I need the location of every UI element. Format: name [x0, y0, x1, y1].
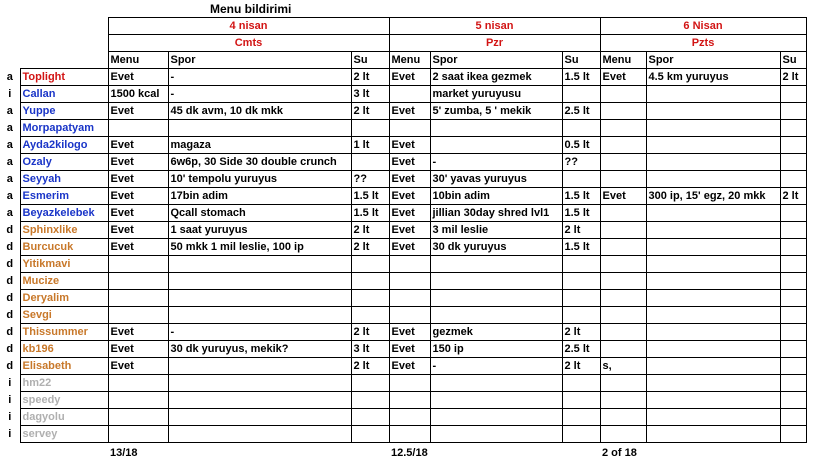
member-name: Thissummer — [20, 324, 108, 341]
cell-day2-spor[interactable] — [430, 392, 562, 409]
cell-day3-spor[interactable] — [646, 341, 780, 358]
cell-day1-su[interactable]: ?? — [351, 171, 389, 188]
cell-day2-su[interactable] — [562, 290, 600, 307]
cell-day1-su[interactable]: 2 lt — [351, 69, 389, 86]
cell-day3-spor[interactable] — [646, 222, 780, 239]
row-status-letter: d — [0, 239, 20, 256]
row-status-letter: i — [0, 409, 20, 426]
cell-day2-spor[interactable] — [430, 273, 562, 290]
cell-day2-menu[interactable] — [389, 307, 430, 324]
cell-day1-spor[interactable] — [168, 307, 351, 324]
cell-day1-su[interactable]: 2 lt — [351, 222, 389, 239]
table-row — [0, 239, 806, 256]
cell-day1-spor[interactable]: Qcall stomach — [168, 205, 351, 222]
date-row — [0, 18, 806, 35]
cell-day2-su[interactable] — [562, 86, 600, 103]
cell-day3-spor[interactable]: 300 ip, 15' egz, 20 mkk — [646, 188, 780, 205]
cell-day1-spor[interactable] — [168, 409, 351, 426]
cell-day1-menu[interactable] — [108, 307, 168, 324]
cell-day3-menu[interactable] — [600, 290, 646, 307]
cell-day2-spor[interactable]: 150 ip — [430, 341, 562, 358]
cell-day2-spor[interactable] — [430, 426, 562, 443]
cell-day1-menu[interactable]: Evet — [108, 171, 168, 188]
cell-day2-spor[interactable]: 30 dk yuruyus — [430, 239, 562, 256]
cell-day2-spor[interactable]: market yuruyusu — [430, 86, 562, 103]
cell-day1-spor[interactable]: - — [168, 86, 351, 103]
row-status-letter: d — [0, 324, 20, 341]
cell-day2-su[interactable] — [562, 409, 600, 426]
cell-day3-su[interactable] — [780, 222, 806, 239]
cell-day3-menu[interactable] — [600, 409, 646, 426]
cell-day1-menu[interactable] — [108, 256, 168, 273]
row-status-letter: d — [0, 222, 20, 239]
cell-day2-spor[interactable] — [430, 290, 562, 307]
cell-day2-menu[interactable]: Evet — [389, 154, 430, 171]
day-1-shift: Cmts — [108, 35, 389, 52]
cell-day1-spor[interactable] — [168, 375, 351, 392]
cell-day2-spor[interactable]: 5' zumba, 5 ' mekik — [430, 103, 562, 120]
cell-day2-spor[interactable]: jillian 30day shred lvl1 — [430, 205, 562, 222]
table-row — [0, 103, 806, 120]
cell-day3-menu[interactable] — [600, 154, 646, 171]
cell-day2-menu[interactable]: Evet — [389, 188, 430, 205]
cell-day3-menu[interactable] — [600, 392, 646, 409]
cell-day3-spor[interactable] — [646, 392, 780, 409]
cell-day2-spor[interactable]: 10bin adim — [430, 188, 562, 205]
member-name: Sphinxlike — [20, 222, 108, 239]
cell-day2-spor[interactable] — [430, 409, 562, 426]
member-name: kb196 — [20, 341, 108, 358]
cell-day1-su[interactable] — [351, 392, 389, 409]
cell-day1-spor[interactable] — [168, 392, 351, 409]
row-status-letter: d — [0, 341, 20, 358]
cell-day2-su[interactable] — [562, 273, 600, 290]
member-name: Morpapatyam — [20, 120, 108, 137]
cell-day2-su[interactable] — [562, 256, 600, 273]
cell-day1-spor[interactable]: 1 saat yuruyus — [168, 222, 351, 239]
table-row — [0, 222, 806, 239]
table-row — [0, 341, 806, 358]
cell-day3-su[interactable] — [780, 256, 806, 273]
row-status-letter: i — [0, 86, 20, 103]
cell-day3-menu[interactable] — [600, 120, 646, 137]
cell-day3-su[interactable] — [780, 409, 806, 426]
cell-day1-su[interactable] — [351, 273, 389, 290]
cell-day3-su[interactable] — [780, 154, 806, 171]
cell-day2-su[interactable]: 1.5 lt — [562, 69, 600, 86]
row-status-letter: d — [0, 307, 20, 324]
cell-day2-spor[interactable]: - — [430, 154, 562, 171]
member-name: Seyyah — [20, 171, 108, 188]
table-row — [0, 426, 806, 443]
cell-day2-menu[interactable]: Evet — [389, 103, 430, 120]
row-status-letter: a — [0, 137, 20, 154]
cell-day2-spor[interactable] — [430, 137, 562, 154]
cell-day1-su[interactable]: 1 lt — [351, 137, 389, 154]
member-name: Sevgi — [20, 307, 108, 324]
cell-day3-su[interactable] — [780, 171, 806, 188]
cell-day1-su[interactable]: 2 lt — [351, 358, 389, 375]
cell-day3-spor[interactable] — [646, 307, 780, 324]
cell-day2-menu[interactable] — [389, 409, 430, 426]
cell-day1-menu[interactable] — [108, 426, 168, 443]
cell-day2-menu[interactable] — [389, 375, 430, 392]
cell-day3-menu[interactable] — [600, 205, 646, 222]
cell-day2-menu[interactable]: Evet — [389, 239, 430, 256]
cell-day3-su[interactable] — [780, 86, 806, 103]
member-name: Yuppe — [20, 103, 108, 120]
cell-day2-menu[interactable] — [389, 426, 430, 443]
cell-day2-su[interactable]: 1.5 lt — [562, 239, 600, 256]
day-3-total: 2 of 18 — [600, 443, 646, 461]
cell-day1-menu[interactable]: Evet — [108, 222, 168, 239]
cell-day2-su[interactable] — [562, 307, 600, 324]
day-2-shift: Pzr — [389, 35, 600, 52]
cell-day1-su[interactable] — [351, 307, 389, 324]
cell-day1-su[interactable] — [351, 290, 389, 307]
table-row — [0, 205, 806, 222]
cell-day1-spor[interactable] — [168, 273, 351, 290]
cell-day3-spor[interactable] — [646, 324, 780, 341]
cell-day1-menu[interactable]: Evet — [108, 205, 168, 222]
table-row — [0, 86, 806, 103]
cell-day3-su[interactable]: 2 lt — [780, 188, 806, 205]
cell-day1-menu[interactable]: Evet — [108, 324, 168, 341]
shift-row — [0, 35, 806, 52]
col-header-menu: Menu — [389, 52, 430, 69]
member-name: Deryalim — [20, 290, 108, 307]
cell-day3-su[interactable]: 2 lt — [780, 69, 806, 86]
col-header-spor: Spor — [646, 52, 780, 69]
cell-day3-menu[interactable] — [600, 324, 646, 341]
col-header-su: Su — [562, 52, 600, 69]
cell-day3-menu[interactable] — [600, 256, 646, 273]
row-status-letter: a — [0, 154, 20, 171]
row-status-letter: i — [0, 375, 20, 392]
member-name: Esmerim — [20, 188, 108, 205]
row-status-letter: a — [0, 120, 20, 137]
cell-day3-su[interactable] — [780, 358, 806, 375]
cell-day3-spor[interactable]: 4.5 km yuruyus — [646, 69, 780, 86]
cell-day3-menu[interactable] — [600, 239, 646, 256]
row-status-letter: a — [0, 69, 20, 86]
col-header-spor: Spor — [168, 52, 351, 69]
cell-day3-spor[interactable] — [646, 273, 780, 290]
col-header-su: Su — [780, 52, 806, 69]
table-row — [0, 375, 806, 392]
cell-day2-menu[interactable]: Evet — [389, 324, 430, 341]
cell-day2-spor[interactable]: 30' yavas yuruyus — [430, 171, 562, 188]
cell-day3-menu[interactable] — [600, 307, 646, 324]
day-1-date: 4 nisan — [108, 18, 389, 35]
cell-day2-su[interactable]: ?? — [562, 154, 600, 171]
cell-day3-spor[interactable] — [646, 137, 780, 154]
cell-day2-spor[interactable]: - — [430, 358, 562, 375]
cell-day2-menu[interactable]: Evet — [389, 205, 430, 222]
cell-day2-menu[interactable]: Evet — [389, 171, 430, 188]
cell-day2-menu[interactable] — [389, 86, 430, 103]
cell-day3-spor[interactable] — [646, 239, 780, 256]
table-row — [0, 307, 806, 324]
cell-day2-su[interactable] — [562, 392, 600, 409]
cell-day3-spor[interactable] — [646, 426, 780, 443]
menu-table — [0, 17, 807, 461]
cell-day1-spor[interactable] — [168, 256, 351, 273]
cell-day1-spor[interactable]: 6w6p, 30 Side 30 double crunch — [168, 154, 351, 171]
cell-day1-menu[interactable]: Evet — [108, 358, 168, 375]
day-3-date: 6 Nisan — [600, 18, 806, 35]
day-1-total: 13/18 — [108, 443, 168, 461]
cell-day1-spor[interactable]: - — [168, 69, 351, 86]
member-name: Beyazkelebek — [20, 205, 108, 222]
cell-day3-menu[interactable]: Evet — [600, 188, 646, 205]
table-row — [0, 324, 806, 341]
cell-day3-su[interactable] — [780, 375, 806, 392]
member-name: speedy — [20, 392, 108, 409]
cell-day2-menu[interactable] — [389, 256, 430, 273]
cell-day2-su[interactable]: 2 lt — [562, 324, 600, 341]
cell-day1-su[interactable]: 3 lt — [351, 86, 389, 103]
sheet-title: Menu bildirimi — [210, 2, 291, 16]
cell-day3-su[interactable] — [780, 273, 806, 290]
col-header-menu: Menu — [600, 52, 646, 69]
member-name: Toplight — [20, 69, 108, 86]
cell-day1-menu[interactable]: Evet — [108, 69, 168, 86]
cell-day1-su[interactable]: 1.5 lt — [351, 188, 389, 205]
cell-day1-spor[interactable] — [168, 290, 351, 307]
cell-day2-su[interactable]: 2.5 lt — [562, 341, 600, 358]
cell-day2-spor[interactable] — [430, 120, 562, 137]
cell-day3-spor[interactable] — [646, 171, 780, 188]
cell-day3-spor[interactable] — [646, 205, 780, 222]
cell-day2-spor[interactable] — [430, 375, 562, 392]
cell-day2-spor[interactable]: 3 mil leslie — [430, 222, 562, 239]
cell-day2-menu[interactable] — [389, 392, 430, 409]
cell-day2-menu[interactable]: Evet — [389, 341, 430, 358]
cell-day1-su[interactable]: 2 lt — [351, 103, 389, 120]
cell-day3-menu[interactable] — [600, 137, 646, 154]
cell-day1-su[interactable] — [351, 256, 389, 273]
cell-day3-su[interactable] — [780, 324, 806, 341]
row-status-letter: d — [0, 273, 20, 290]
member-name: Ayda2kilogo — [20, 137, 108, 154]
cell-day3-spor[interactable] — [646, 154, 780, 171]
cell-day1-spor[interactable] — [168, 426, 351, 443]
cell-day2-su[interactable] — [562, 426, 600, 443]
cell-day3-su[interactable] — [780, 426, 806, 443]
cell-day1-su[interactable]: 3 lt — [351, 341, 389, 358]
cell-day1-spor[interactable]: 30 dk yuruyus, mekik? — [168, 341, 351, 358]
cell-day2-menu[interactable]: Evet — [389, 137, 430, 154]
member-name: Callan — [20, 86, 108, 103]
day-2-total: 12.5/18 — [389, 443, 430, 461]
row-status-letter: i — [0, 426, 20, 443]
cell-day2-su[interactable]: 2.5 lt — [562, 103, 600, 120]
cell-day3-su[interactable] — [780, 290, 806, 307]
cell-day1-spor[interactable]: 45 dk avm, 10 dk mkk — [168, 103, 351, 120]
cell-day3-spor[interactable] — [646, 256, 780, 273]
cell-day1-menu[interactable] — [108, 409, 168, 426]
cell-day3-su[interactable] — [780, 392, 806, 409]
cell-day3-su[interactable] — [780, 239, 806, 256]
cell-day2-menu[interactable] — [389, 290, 430, 307]
cell-day3-spor[interactable] — [646, 120, 780, 137]
cell-day2-spor[interactable] — [430, 256, 562, 273]
cell-day3-spor[interactable] — [646, 358, 780, 375]
cell-day3-spor[interactable] — [646, 375, 780, 392]
cell-day1-menu[interactable]: Evet — [108, 239, 168, 256]
cell-day2-su[interactable]: 1.5 lt — [562, 205, 600, 222]
cell-day1-menu[interactable]: Evet — [108, 137, 168, 154]
cell-day3-menu[interactable] — [600, 375, 646, 392]
table-row — [0, 188, 806, 205]
cell-day1-menu[interactable]: Evet — [108, 188, 168, 205]
cell-day3-su[interactable] — [780, 205, 806, 222]
cell-day2-menu[interactable]: Evet — [389, 358, 430, 375]
cell-day1-menu[interactable]: Evet — [108, 103, 168, 120]
day-2-date: 5 nisan — [389, 18, 600, 35]
cell-day3-menu[interactable] — [600, 222, 646, 239]
member-name: servey — [20, 426, 108, 443]
cell-day1-su[interactable] — [351, 375, 389, 392]
member-name: Elisabeth — [20, 358, 108, 375]
cell-day2-menu[interactable]: Evet — [389, 69, 430, 86]
cell-day1-spor[interactable] — [168, 120, 351, 137]
table-row — [0, 392, 806, 409]
member-name: Mucize — [20, 273, 108, 290]
cell-day1-su[interactable]: 2 lt — [351, 239, 389, 256]
cell-day3-su[interactable] — [780, 103, 806, 120]
row-status-letter: d — [0, 256, 20, 273]
table-row — [0, 273, 806, 290]
cell-day2-su[interactable]: 0.5 lt — [562, 137, 600, 154]
column-header-row — [0, 52, 806, 69]
table-row — [0, 409, 806, 426]
cell-day2-su[interactable] — [562, 171, 600, 188]
row-status-letter: a — [0, 188, 20, 205]
cell-day2-spor[interactable]: gezmek — [430, 324, 562, 341]
member-name: Ozaly — [20, 154, 108, 171]
cell-day1-menu[interactable] — [108, 273, 168, 290]
row-status-letter: a — [0, 103, 20, 120]
cell-day1-su[interactable] — [351, 154, 389, 171]
table-row — [0, 358, 806, 375]
day-3-shift: Pzts — [600, 35, 806, 52]
cell-day3-menu[interactable] — [600, 86, 646, 103]
cell-day3-menu[interactable] — [600, 426, 646, 443]
cell-day1-su[interactable]: 1.5 lt — [351, 205, 389, 222]
cell-day3-su[interactable] — [780, 137, 806, 154]
cell-day1-spor[interactable]: 50 mkk 1 mil leslie, 100 ip — [168, 239, 351, 256]
table-row — [0, 256, 806, 273]
cell-day2-su[interactable] — [562, 120, 600, 137]
member-name: hm22 — [20, 375, 108, 392]
table-row — [0, 290, 806, 307]
table-row — [0, 171, 806, 188]
cell-day1-menu[interactable]: Evet — [108, 341, 168, 358]
cell-day1-spor[interactable]: magaza — [168, 137, 351, 154]
cell-day1-spor[interactable]: - — [168, 324, 351, 341]
cell-day2-su[interactable] — [562, 375, 600, 392]
cell-day1-menu[interactable] — [108, 375, 168, 392]
col-header-menu: Menu — [108, 52, 168, 69]
cell-day3-su[interactable] — [780, 341, 806, 358]
cell-day1-menu[interactable]: Evet — [108, 154, 168, 171]
cell-day1-su[interactable] — [351, 409, 389, 426]
cell-day3-menu[interactable] — [600, 341, 646, 358]
totals-row — [0, 443, 806, 461]
cell-day3-menu[interactable] — [600, 103, 646, 120]
member-name: Yitikmavi — [20, 256, 108, 273]
table-row — [0, 120, 806, 137]
cell-day3-menu[interactable]: s, — [600, 358, 646, 375]
cell-day2-spor[interactable]: 2 saat ikea gezmek — [430, 69, 562, 86]
cell-day3-menu[interactable] — [600, 273, 646, 290]
col-header-su: Su — [351, 52, 389, 69]
cell-day1-menu[interactable] — [108, 120, 168, 137]
cell-day2-su[interactable]: 2 lt — [562, 358, 600, 375]
cell-day3-spor[interactable] — [646, 103, 780, 120]
cell-day1-spor[interactable]: 10' tempolu yuruyus — [168, 171, 351, 188]
table-row — [0, 154, 806, 171]
cell-day1-spor[interactable]: 17bin adim — [168, 188, 351, 205]
cell-day1-su[interactable]: 2 lt — [351, 324, 389, 341]
cell-day2-menu[interactable]: Evet — [389, 222, 430, 239]
cell-day3-menu[interactable] — [600, 171, 646, 188]
member-name: Burcucuk — [20, 239, 108, 256]
table-row — [0, 137, 806, 154]
cell-day3-su[interactable] — [780, 120, 806, 137]
cell-day2-spor[interactable] — [430, 307, 562, 324]
cell-day2-su[interactable]: 2 lt — [562, 222, 600, 239]
cell-day1-menu[interactable]: 1500 kcal — [108, 86, 168, 103]
cell-day1-su[interactable] — [351, 120, 389, 137]
row-status-letter: a — [0, 205, 20, 222]
cell-day1-menu[interactable] — [108, 290, 168, 307]
cell-day2-menu[interactable] — [389, 120, 430, 137]
row-status-letter: d — [0, 358, 20, 375]
cell-day1-menu[interactable] — [108, 392, 168, 409]
cell-day3-menu[interactable]: Evet — [600, 69, 646, 86]
cell-day1-spor[interactable] — [168, 358, 351, 375]
member-name: dagyolu — [20, 409, 108, 426]
cell-day2-menu[interactable] — [389, 273, 430, 290]
cell-day2-su[interactable]: 1.5 lt — [562, 188, 600, 205]
col-header-spor: Spor — [430, 52, 562, 69]
cell-day3-spor[interactable] — [646, 86, 780, 103]
row-status-letter: d — [0, 290, 20, 307]
cell-day3-spor[interactable] — [646, 290, 780, 307]
table-row — [0, 69, 806, 86]
row-status-letter: i — [0, 392, 20, 409]
cell-day3-su[interactable] — [780, 307, 806, 324]
row-status-letter: a — [0, 171, 20, 188]
cell-day1-su[interactable] — [351, 426, 389, 443]
cell-day3-spor[interactable] — [646, 409, 780, 426]
